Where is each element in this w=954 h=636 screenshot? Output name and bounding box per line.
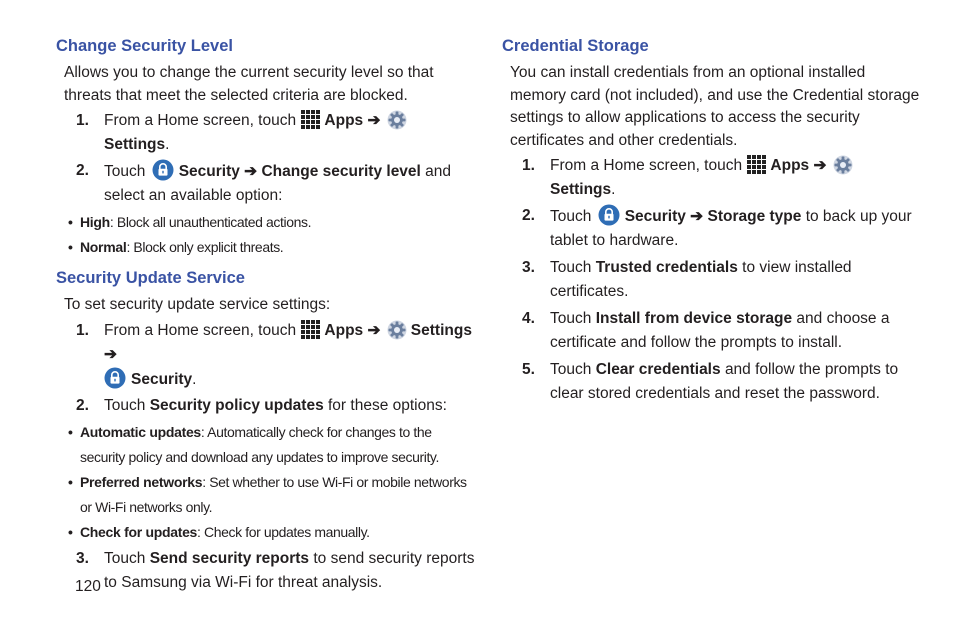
step-item [56,319,476,392]
step-number: 5. [522,361,535,378]
settings-label: Settings [550,181,612,198]
step-number: 1. [76,112,89,129]
arrow-glyph: ➔ [104,345,117,363]
step-text: From a Home screen, touch [550,157,743,174]
settings-label: Settings [410,321,472,339]
steps-security-update-service [56,319,476,595]
step-text-post: for these options: [328,396,447,414]
lock-icon [152,159,174,181]
step-number: 4. [522,310,535,327]
step-text-post: to view installed certificates. [550,259,852,300]
option-text: : Check for updates manually. [197,523,370,540]
target-label: Send security reports [149,549,310,567]
apps-grid-icon [301,109,321,129]
arrow-glyph: ➔ [244,163,258,180]
security-label: Security [624,208,686,225]
list-item: • Normal: Block only explicit threats. [68,239,284,255]
apps-grid-icon [301,319,321,339]
settings-label: Settings [104,136,166,153]
page-number: 120 [75,578,101,595]
lock-icon [598,204,620,226]
step-number: 2. [522,207,535,224]
apps-label: Apps [324,321,364,339]
step-item [56,394,476,545]
option-label: Normal [80,239,127,255]
target-label: Security policy updates [149,396,324,414]
step-number: 3. [522,259,535,276]
step-item [502,154,922,202]
option-text: : Block all unauthenticated actions. [109,214,312,230]
step-text-post: . [165,136,170,153]
step-number: 2. [76,396,89,414]
step-item [502,204,922,253]
target-label: Trusted credentials [595,259,738,276]
heading-change-security-level: Change Security Level [56,37,233,55]
apps-label: Apps [770,157,810,174]
heading-credential-storage: Credential Storage [502,37,649,55]
option-label: Preferred networks [80,473,203,490]
step-text-post: . [611,181,616,198]
step-number: 1. [522,157,535,174]
gear-icon [387,110,407,130]
list-item: • Automatic updates: Automatically check for changes to the security policy and download any updates to improve security. [68,423,439,465]
step-text-post: and follow the prompts to clear stored credentials and reset the password. [550,361,899,402]
step-item [56,109,476,157]
step-text: Touch [550,208,592,225]
step-item [502,358,922,406]
intro-credential-storage: You can install credentials from an optional installed memory card (not included), and use the Credential storage settings to allow applications to access the security certificates and other credentials. [510,64,920,149]
step-text: Touch [550,361,592,378]
right-column [502,36,922,406]
heading-security-update-service: Security Update Service [56,269,245,287]
intro-change-security-level: Allows you to change the current security level so that threats that meet the selected criteria are blocked. [64,64,434,104]
apps-grid-icon [747,154,767,174]
step-item [502,307,922,355]
step-number: 3. [76,549,89,567]
option-text: : Automatically check for changes to the security policy and download any updates to improve security. [80,423,439,465]
option-text: : Block only explicit threats. [126,239,284,255]
arrow-glyph: ➔ [813,157,827,174]
step-text-post: to send security reports to Samsung via Wi-Fi for threat analysis. [104,549,475,591]
step-text: Touch [550,259,592,276]
step-text: From a Home screen, touch [104,112,297,129]
steps-credential-storage [502,154,922,406]
intro-security-update-service: To set security update service settings: [64,296,331,313]
step-text-post: and select an available option: [104,163,452,204]
list-item: • High: Block all unauthenticated actions. [68,214,312,230]
target-label: Change security level [261,163,421,180]
step-number: 2. [76,162,89,179]
gear-icon [387,320,407,340]
step-number: 1. [76,321,89,339]
list-item: • Preferred networks: Set whether to use Wi-Fi or mobile networks or Wi-Fi networks only. [68,473,467,515]
lock-icon [104,367,126,389]
step-item [56,159,476,260]
step-text-post: and choose a certificate and follow the prompts to install. [550,310,890,351]
arrow-glyph: ➔ [367,321,381,339]
option-label: Automatic updates [80,423,201,440]
option-label: Check for updates [80,523,198,540]
apps-label: Apps [324,112,364,129]
arrow-glyph: ➔ [690,208,704,225]
arrow-glyph: ➔ [367,112,381,129]
security-label: Security [131,370,193,388]
step-text-post: . [192,370,197,388]
list-item: • Check for updates: Check for updates manually. [68,523,370,540]
step-text-post: to back up your tablet to hardware. [550,208,912,249]
step-text: From a Home screen, touch [104,321,297,339]
option-list [68,420,476,545]
step-text: Touch [550,310,592,327]
option-label: High [80,214,110,230]
target-label: Clear credentials [595,361,721,378]
step-text: Touch [104,549,146,567]
target-label: Storage type [707,208,802,225]
left-column [56,36,476,595]
step-text: Touch [104,163,146,180]
step-item [56,547,476,595]
step-item [502,256,922,304]
steps-change-security-level [56,109,476,260]
gear-icon [833,155,853,175]
target-label: Install from device storage [595,310,793,327]
option-text: : Set whether to use Wi-Fi or mobile networks or Wi-Fi networks only. [80,473,467,515]
security-label: Security [178,163,240,180]
step-text: Touch [104,396,146,414]
option-list [68,210,476,260]
